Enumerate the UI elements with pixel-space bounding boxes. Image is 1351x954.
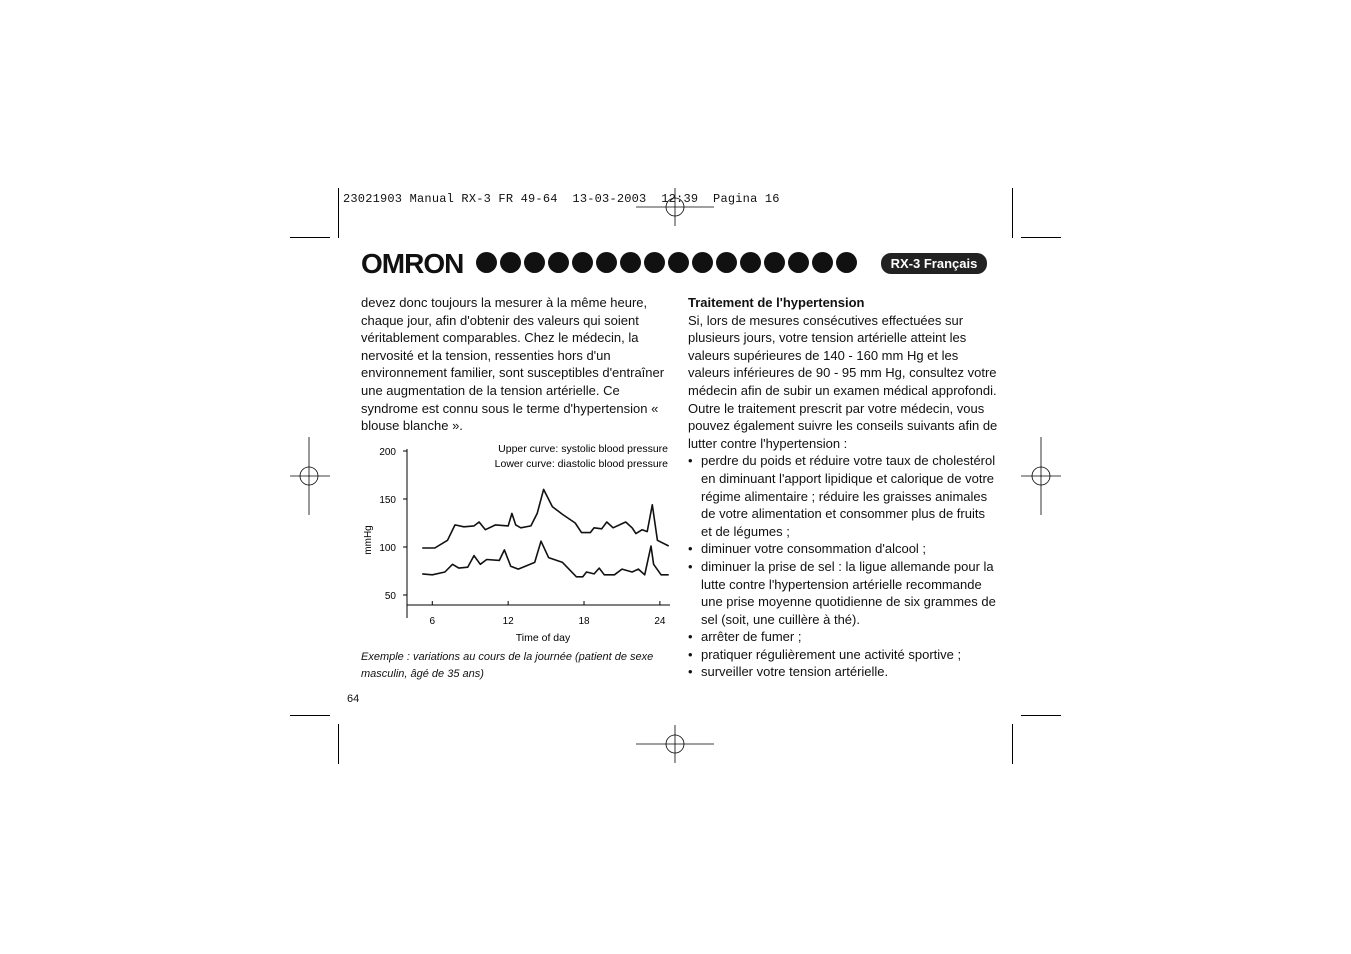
x-tick-label: 24 <box>654 616 666 627</box>
list-item: • arrêter de fumer ; <box>688 628 998 646</box>
list-item: • surveiller votre tension artérielle. <box>688 663 998 681</box>
x-tick-label: 12 <box>502 616 514 627</box>
header-dot <box>548 252 569 273</box>
header-dot <box>740 252 761 273</box>
blood-pressure-chart <box>355 436 675 646</box>
header-dot <box>668 252 689 273</box>
omron-logo: OMRON <box>361 248 464 279</box>
chart-caption: Exemple : variations au cours de la journée (patient de sexe masculin, âgé de 35 ans) <box>361 651 654 680</box>
header-dot <box>812 252 833 273</box>
right-column <box>688 294 998 681</box>
crop-mark <box>338 724 339 764</box>
systolic-curve <box>422 489 669 548</box>
header-dot <box>836 252 857 273</box>
list-item: • pratiquer régulièrement une activité sportive ; <box>688 646 998 664</box>
y-tick-label: 50 <box>384 591 396 602</box>
header-dot <box>596 252 617 273</box>
header-dot <box>620 252 641 273</box>
header-dot <box>644 252 665 273</box>
crop-mark <box>1021 237 1061 238</box>
header-dot <box>716 252 737 273</box>
section-heading: Traitement de l'hypertension <box>688 295 865 310</box>
print-slug: 23021903 Manual RX-3 FR 49-64 13-03-2003 12:39 Pagina 16 <box>343 192 780 206</box>
advice-list <box>688 452 998 681</box>
registration-mark-bottom <box>636 725 714 763</box>
header-dot-rule <box>476 252 857 273</box>
x-tick-label: 6 <box>429 616 436 627</box>
list-item: • diminuer la prise de sel : la ligue allemande pour la lutte contre l'hypertension artérielle recommande une prise moyenne quotidienne de six grammes de sel (soit, une cuillère à thé). <box>688 558 998 628</box>
registration-mark-right <box>1021 437 1061 515</box>
list-item: • diminuer votre consommation d'alcool ; <box>688 540 998 558</box>
section-intro: Si, lors de mesures consécutives effectuées sur plusieurs jours, votre tension artérielle atteint les valeurs supérieures de 140 - 160 mm Hg et les valeurs inférieures de 90 - 95 mm Hg, consultez votre médecin afin de subir un examen médical approfondi. Outre le traitement prescrit par votre médecin, vous pouvez également suivre les conseils suivants afin de lutter contre l'hypertension : <box>688 312 998 451</box>
y-tick-label: 200 <box>379 447 396 458</box>
registration-mark-left <box>290 437 330 515</box>
legend-diastolic: Lower curve: diastolic blood pressure <box>494 458 668 470</box>
header-dot <box>500 252 521 273</box>
intro-paragraph: devez donc toujours la mesurer à la même heure, chaque jour, afin d'obtenir des valeurs qui soient véritablement comparables. Chez le médecin, la nervosité et la tension, ressenties hors d'un environnement familier, sont susceptibles d'entraîner une augmentation de la tension artérielle. Ce syndrome est connu sous le terme d'hypertension « blouse blanche ». <box>361 295 665 434</box>
crop-mark <box>338 188 339 238</box>
crop-mark <box>1021 715 1061 716</box>
diastolic-curve <box>422 541 669 577</box>
y-tick-label: 100 <box>379 543 396 554</box>
header-dot <box>764 252 785 273</box>
crop-mark <box>1012 188 1013 238</box>
crop-mark <box>1012 724 1013 764</box>
crop-mark <box>290 237 330 238</box>
crop-mark <box>290 715 330 716</box>
language-badge: RX-3 Français <box>881 253 987 274</box>
legend-systolic: Upper curve: systolic blood pressure <box>498 443 668 455</box>
page-number: 64 <box>347 693 360 705</box>
header-dot <box>476 252 497 273</box>
header-dot <box>572 252 593 273</box>
registration-mark-top <box>636 188 714 226</box>
y-axis-label: mmHg <box>363 525 374 555</box>
list-item: • perdre du poids et réduire votre taux de cholestérol en diminuant l'apport lipidique et calorique de votre régime alimentaire ; réduire les graisses animales de votre alimentation et consommer plus de fruits et de légumes ; <box>688 452 998 540</box>
header-dot <box>692 252 713 273</box>
header-dot <box>788 252 809 273</box>
x-axis-label: Time of day <box>515 632 571 644</box>
x-tick-label: 18 <box>578 616 590 627</box>
header-dot <box>524 252 545 273</box>
y-tick-label: 150 <box>379 495 396 506</box>
